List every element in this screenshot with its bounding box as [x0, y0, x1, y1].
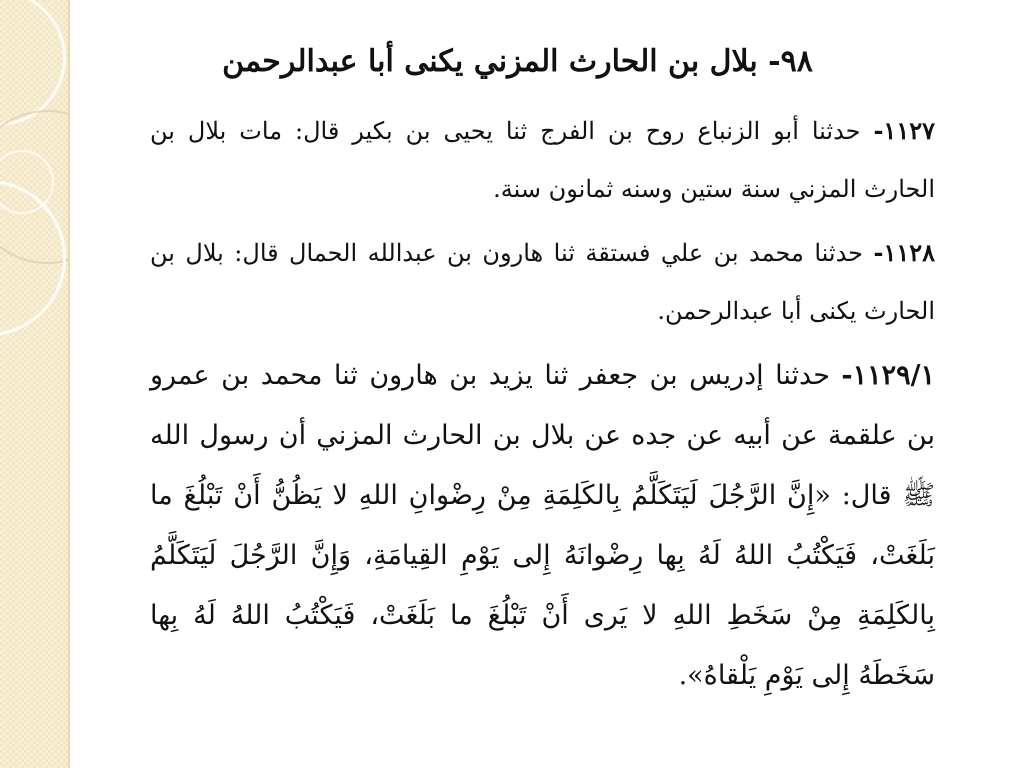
hadith-paragraph-1128	[150, 224, 935, 340]
hadith-number: ١١٢٧-	[873, 116, 935, 145]
side-divider	[68, 0, 70, 768]
hadith-number: ١١٢٩/١-	[841, 360, 935, 391]
hadith-number: ١١٢٨-	[873, 238, 935, 267]
document-page	[150, 30, 935, 760]
hadith-text: حدثنا أبو الزنباع روح بن الفرج ثنا يحيى بن بكير قال: مات بلال بن الحارث المزني سنة ستين وسنه ثمانون سنة.	[150, 117, 935, 203]
decorative-arc	[0, 0, 66, 126]
hadith-paragraph-1127	[150, 102, 935, 218]
decorative-side-strip	[0, 0, 68, 768]
hadith-text: حدثنا إدريس بن جعفر ثنا يزيد بن هارون ثنا محمد بن عمرو بن علقمة عن أبيه عن جده عن بلال بن الحارث المزني أن رسول الله ﷺ قال: «إِنَّ الرَّجُلَ لَيَتَكَلَّمُ بِالكَلِمَةِ مِنْ رِضْوانِ اللهِ لا يَظُنُّ أَنْ تَبْلُغَ ما بَلَغَتْ، فَيَكْتُبُ اللهُ لَهُ بِها رِضْوانَهُ إِلى يَوْمِ القِيامَةِ، وَإِنَّ الرَّجُلَ لَيَتَكَلَّمُ بِالكَلِمَةِ مِنْ سَخَطِ اللهِ لا يَرى أَنْ تَبْلُغَ ما بَلَغَتْ، فَيَكْتُبُ اللهُ لَهُ بِها سَخَطَهُ إِلى يَوْمِ يَلْقاهُ».	[150, 360, 935, 691]
hadith-paragraph-1129	[150, 346, 935, 706]
hadith-text: حدثنا محمد بن علي فستقة ثنا هارون بن عبدالله الحمال قال: بلال بن الحارث يكنى أبا عبدالرحمن.	[150, 239, 935, 325]
section-heading: ٩٨- بلال بن الحارث المزني يكنى أبا عبدالرحمن	[222, 44, 813, 79]
